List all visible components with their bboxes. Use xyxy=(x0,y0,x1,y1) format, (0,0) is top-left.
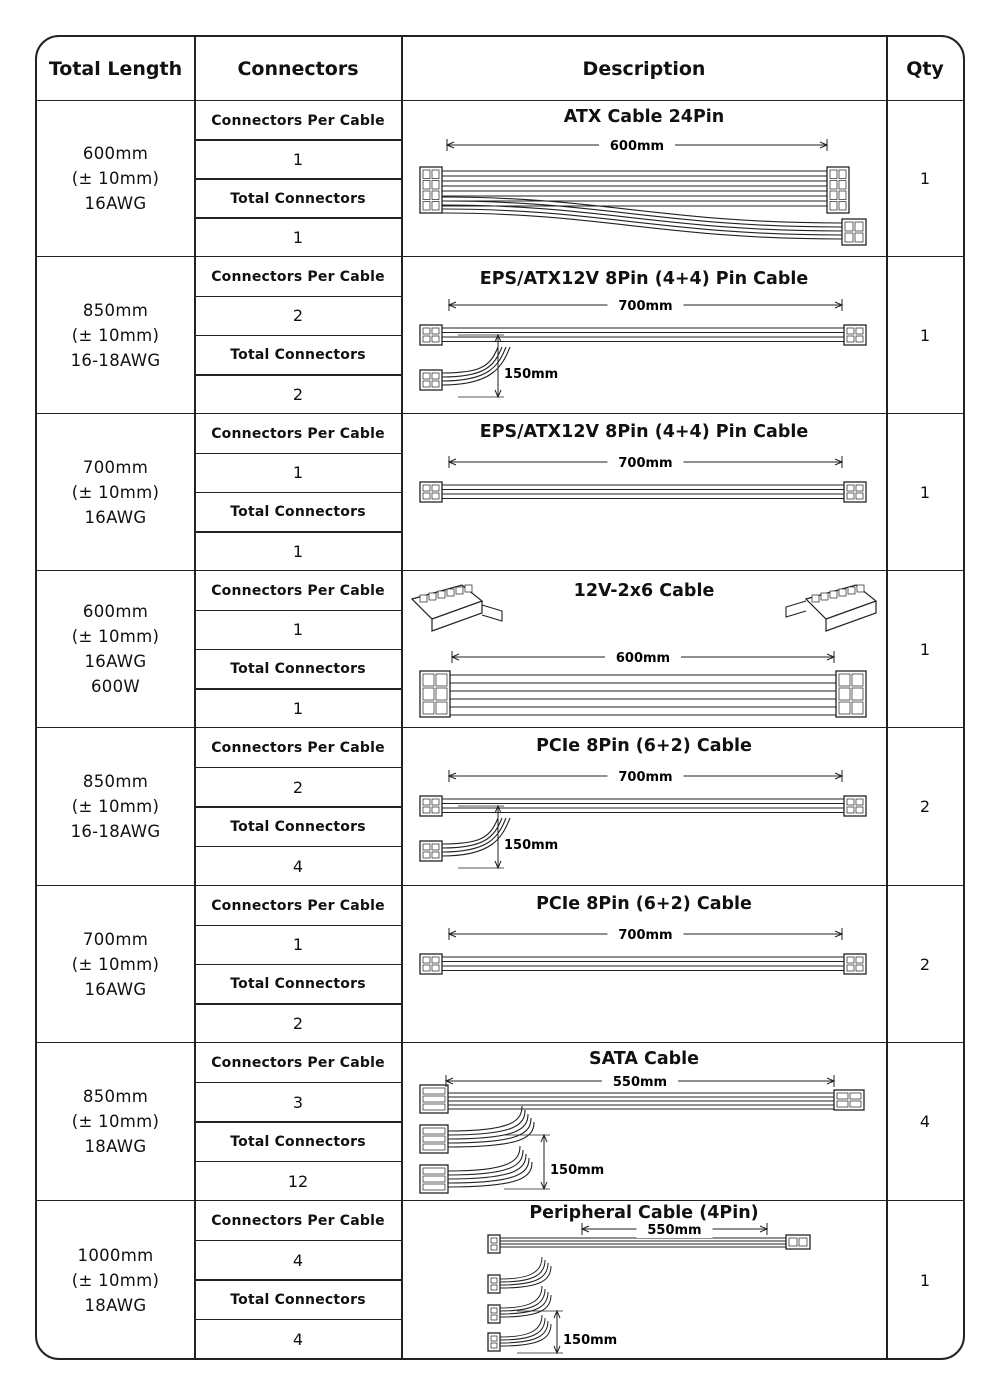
cell-divider xyxy=(195,1240,401,1242)
12v-2x6-connector xyxy=(420,671,450,717)
length-spec-line: 850mm xyxy=(82,1087,149,1106)
connector-8pin xyxy=(844,482,866,502)
total-length-cell xyxy=(37,257,194,413)
total-connectors-value: 4 xyxy=(292,856,304,876)
total-connectors-label: Total Connectors xyxy=(230,1133,366,1150)
cell-divider xyxy=(195,1279,401,1281)
per-cable-value: 1 xyxy=(292,935,304,955)
molex-connector xyxy=(488,1235,500,1253)
per-cable-label: Connectors Per Cable xyxy=(211,1212,385,1229)
qty-value: 4 xyxy=(919,1112,931,1131)
dimension-label: 150mm xyxy=(563,1333,618,1348)
qty-value: 1 xyxy=(919,482,931,502)
cell-divider xyxy=(195,1082,401,1084)
dimension-label: 550mm xyxy=(612,1075,668,1090)
per-cable-value: 3 xyxy=(292,1092,304,1112)
total-connectors-label: Total Connectors xyxy=(230,661,366,678)
cell-divider xyxy=(195,649,401,651)
connectors-cell xyxy=(195,1043,401,1200)
cell-divider xyxy=(195,139,401,141)
dimension-label: 700mm xyxy=(618,456,673,471)
qty-value: 1 xyxy=(919,639,931,659)
qty-value: 1 xyxy=(919,1270,931,1290)
cell-divider xyxy=(195,925,401,927)
table-row xyxy=(37,101,963,257)
cable-spec-table xyxy=(35,35,965,1360)
per-cable-value: 4 xyxy=(292,1250,304,1270)
header-description: Description xyxy=(402,37,886,101)
length-spec-line: (± 10mm) xyxy=(71,627,160,646)
table-row xyxy=(37,414,963,571)
cable-title: Peripheral Cable (4Pin) xyxy=(529,1203,759,1223)
qty-value: 2 xyxy=(919,954,931,974)
cell-divider xyxy=(195,492,401,494)
cell-divider xyxy=(195,217,401,219)
atx-aux-connector xyxy=(842,219,866,245)
connector-4pin-branch xyxy=(420,370,442,390)
total-connectors-label: Total Connectors xyxy=(230,818,366,835)
dimension-label: 600mm xyxy=(609,139,665,154)
per-cable-label: Connectors Per Cable xyxy=(211,582,385,599)
description-cell xyxy=(402,414,886,570)
header-total-length: Total Length xyxy=(37,37,194,101)
cell-divider xyxy=(195,1121,401,1123)
length-dimension xyxy=(446,1072,834,1090)
dimension-label: 150mm xyxy=(504,367,559,382)
length-spec-line: 700mm xyxy=(82,929,149,949)
cable-title: PCIe 8Pin (6+2) Cable xyxy=(536,736,752,756)
cell-divider xyxy=(195,1161,401,1163)
connector-8pin xyxy=(844,796,866,816)
total-length-cell xyxy=(37,101,194,256)
length-spec-line: 18AWG xyxy=(84,1137,147,1156)
table-row xyxy=(37,1043,963,1201)
vertical-dimension xyxy=(458,806,558,868)
length-dimension xyxy=(449,296,842,314)
table-row xyxy=(37,257,963,414)
length-dimension xyxy=(447,136,827,154)
cell-divider xyxy=(195,1003,401,1005)
dimension-label: 700mm xyxy=(618,770,673,785)
length-spec-line: (± 10mm) xyxy=(71,797,160,816)
length-spec-line: 600mm xyxy=(82,144,149,163)
length-spec-line: 16-18AWG xyxy=(70,822,161,841)
length-spec-line: (± 10mm) xyxy=(71,169,160,188)
dimension-label: 150mm xyxy=(504,838,559,853)
length-spec-line: 18AWG xyxy=(84,1295,147,1315)
cable-title: ATX Cable 24Pin xyxy=(563,107,725,127)
total-connectors-label: Total Connectors xyxy=(230,1291,366,1308)
length-spec-line: (± 10mm) xyxy=(71,1112,160,1131)
connectors-cell xyxy=(195,101,401,256)
connector-8pin xyxy=(420,796,442,816)
table-row xyxy=(37,728,963,886)
length-spec-line: 16AWG xyxy=(84,652,147,671)
sata-connector xyxy=(420,1165,448,1193)
total-connectors-value: 1 xyxy=(292,698,304,718)
cell-divider xyxy=(195,296,401,298)
total-connectors-value: 1 xyxy=(292,228,304,247)
total-connectors-label: Total Connectors xyxy=(230,190,366,207)
total-length-cell xyxy=(37,571,194,727)
length-dimension xyxy=(449,925,842,943)
length-spec-line: 600W xyxy=(90,677,140,696)
dimension-label: 550mm xyxy=(647,1223,702,1238)
table-row xyxy=(37,571,963,728)
per-cable-label: Connectors Per Cable xyxy=(211,1054,385,1071)
per-cable-label: Connectors Per Cable xyxy=(211,268,385,285)
qty-value: 2 xyxy=(919,797,931,816)
connectors-cell xyxy=(195,886,401,1042)
sata-connector xyxy=(420,1125,448,1153)
vertical-dimension xyxy=(458,335,558,397)
cable-diagram xyxy=(402,1201,886,1359)
molex-connector xyxy=(488,1305,500,1323)
per-cable-label: Connectors Per Cable xyxy=(211,897,385,914)
cell-divider xyxy=(195,806,401,808)
dimension-label: 150mm xyxy=(550,1163,605,1178)
description-cell xyxy=(402,257,886,413)
per-cable-label: Connectors Per Cable xyxy=(211,739,385,756)
dimension-label: 700mm xyxy=(618,299,673,314)
total-connectors-value: 4 xyxy=(292,1329,304,1349)
sata-psu-connector xyxy=(834,1090,864,1110)
length-spec-line: 1000mm xyxy=(77,1245,154,1265)
length-spec-line: 850mm xyxy=(82,772,149,791)
cell-divider xyxy=(195,610,401,612)
length-spec-line: (± 10mm) xyxy=(71,1270,160,1290)
cell-divider xyxy=(195,846,401,848)
total-connectors-label: Total Connectors xyxy=(230,976,366,993)
description-cell xyxy=(402,1201,886,1359)
total-length-cell xyxy=(37,1201,194,1359)
length-spec-line: 16AWG xyxy=(84,507,147,527)
qty-value: 1 xyxy=(919,169,931,188)
length-spec-line: 16-18AWG xyxy=(70,350,161,370)
length-spec-line: 16AWG xyxy=(84,194,147,213)
cell-divider xyxy=(195,531,401,533)
total-connectors-label: Total Connectors xyxy=(230,347,366,364)
cell-divider xyxy=(195,688,401,690)
length-dimension xyxy=(449,453,842,471)
description-cell xyxy=(402,886,886,1042)
description-cell xyxy=(402,1043,886,1200)
description-cell xyxy=(402,101,886,256)
length-spec-line: 16AWG xyxy=(84,979,147,999)
connector-8pin xyxy=(844,954,866,974)
connectors-cell xyxy=(195,1201,401,1359)
per-cable-value: 1 xyxy=(292,463,304,483)
cable-title: EPS/ATX12V 8Pin (4+4) Pin Cable xyxy=(479,422,809,442)
total-length-cell xyxy=(37,414,194,570)
length-dimension xyxy=(452,648,834,666)
header-qty: Qty xyxy=(887,37,963,101)
length-spec-line: (± 10mm) xyxy=(71,482,160,502)
length-spec-line: (± 10mm) xyxy=(71,954,160,974)
cell-divider xyxy=(195,964,401,966)
table-row xyxy=(37,1201,963,1359)
description-cell xyxy=(402,571,886,727)
cell-divider xyxy=(195,335,401,337)
description-cell xyxy=(402,728,886,885)
total-connectors-value: 12 xyxy=(287,1171,309,1191)
connectors-cell xyxy=(195,571,401,727)
per-cable-value: 2 xyxy=(292,306,304,326)
12v-2x6-connector xyxy=(836,671,866,717)
total-length-cell xyxy=(37,728,194,885)
total-connectors-value: 2 xyxy=(292,384,304,404)
total-connectors-value: 2 xyxy=(292,1013,304,1033)
connector-8pin xyxy=(420,954,442,974)
connectors-cell xyxy=(195,414,401,570)
per-cable-label: Connectors Per Cable xyxy=(211,112,385,129)
length-spec-line: 850mm xyxy=(82,300,149,320)
cable-title: 12V-2x6 Cable xyxy=(573,581,715,601)
dimension-label: 700mm xyxy=(618,928,673,943)
cable-title: EPS/ATX12V 8Pin (4+4) Pin Cable xyxy=(479,269,809,289)
total-length-cell xyxy=(37,886,194,1042)
connector-8pin xyxy=(420,482,442,502)
cell-divider xyxy=(195,767,401,769)
sata-connector xyxy=(420,1085,448,1113)
cable-title: PCIe 8Pin (6+2) Cable xyxy=(536,894,752,914)
length-dimension xyxy=(449,767,842,785)
cell-divider xyxy=(195,453,401,455)
length-spec-line: 700mm xyxy=(82,457,149,477)
connector-4pin-branch xyxy=(420,841,442,861)
total-connectors-label: Total Connectors xyxy=(230,504,366,521)
cell-divider xyxy=(195,178,401,180)
connectors-cell xyxy=(195,728,401,885)
dimension-label: 600mm xyxy=(615,651,671,666)
per-cable-label: Connectors Per Cable xyxy=(211,425,385,442)
table-row xyxy=(37,886,963,1043)
molex-connector xyxy=(488,1333,500,1351)
cable-title: SATA Cable xyxy=(588,1049,700,1069)
per-cable-value: 1 xyxy=(292,620,304,640)
connector-8pin xyxy=(844,325,866,345)
total-connectors-value: 1 xyxy=(292,541,304,561)
length-spec-line: (± 10mm) xyxy=(71,325,160,345)
connectors-cell xyxy=(195,257,401,413)
peripheral-psu-connector xyxy=(786,1235,810,1249)
per-cable-value: 1 xyxy=(292,150,304,169)
header-connectors: Connectors xyxy=(195,37,401,101)
molex-connector xyxy=(488,1275,500,1293)
connector-8pin xyxy=(420,325,442,345)
total-length-cell xyxy=(37,1043,194,1200)
atx-24pin-connector xyxy=(827,167,849,213)
per-cable-value: 2 xyxy=(292,777,304,797)
atx-24pin-connector xyxy=(420,167,442,213)
length-spec-line: 600mm xyxy=(82,602,149,621)
cell-divider xyxy=(195,374,401,376)
cell-divider xyxy=(195,1319,401,1321)
qty-value: 1 xyxy=(919,325,931,345)
